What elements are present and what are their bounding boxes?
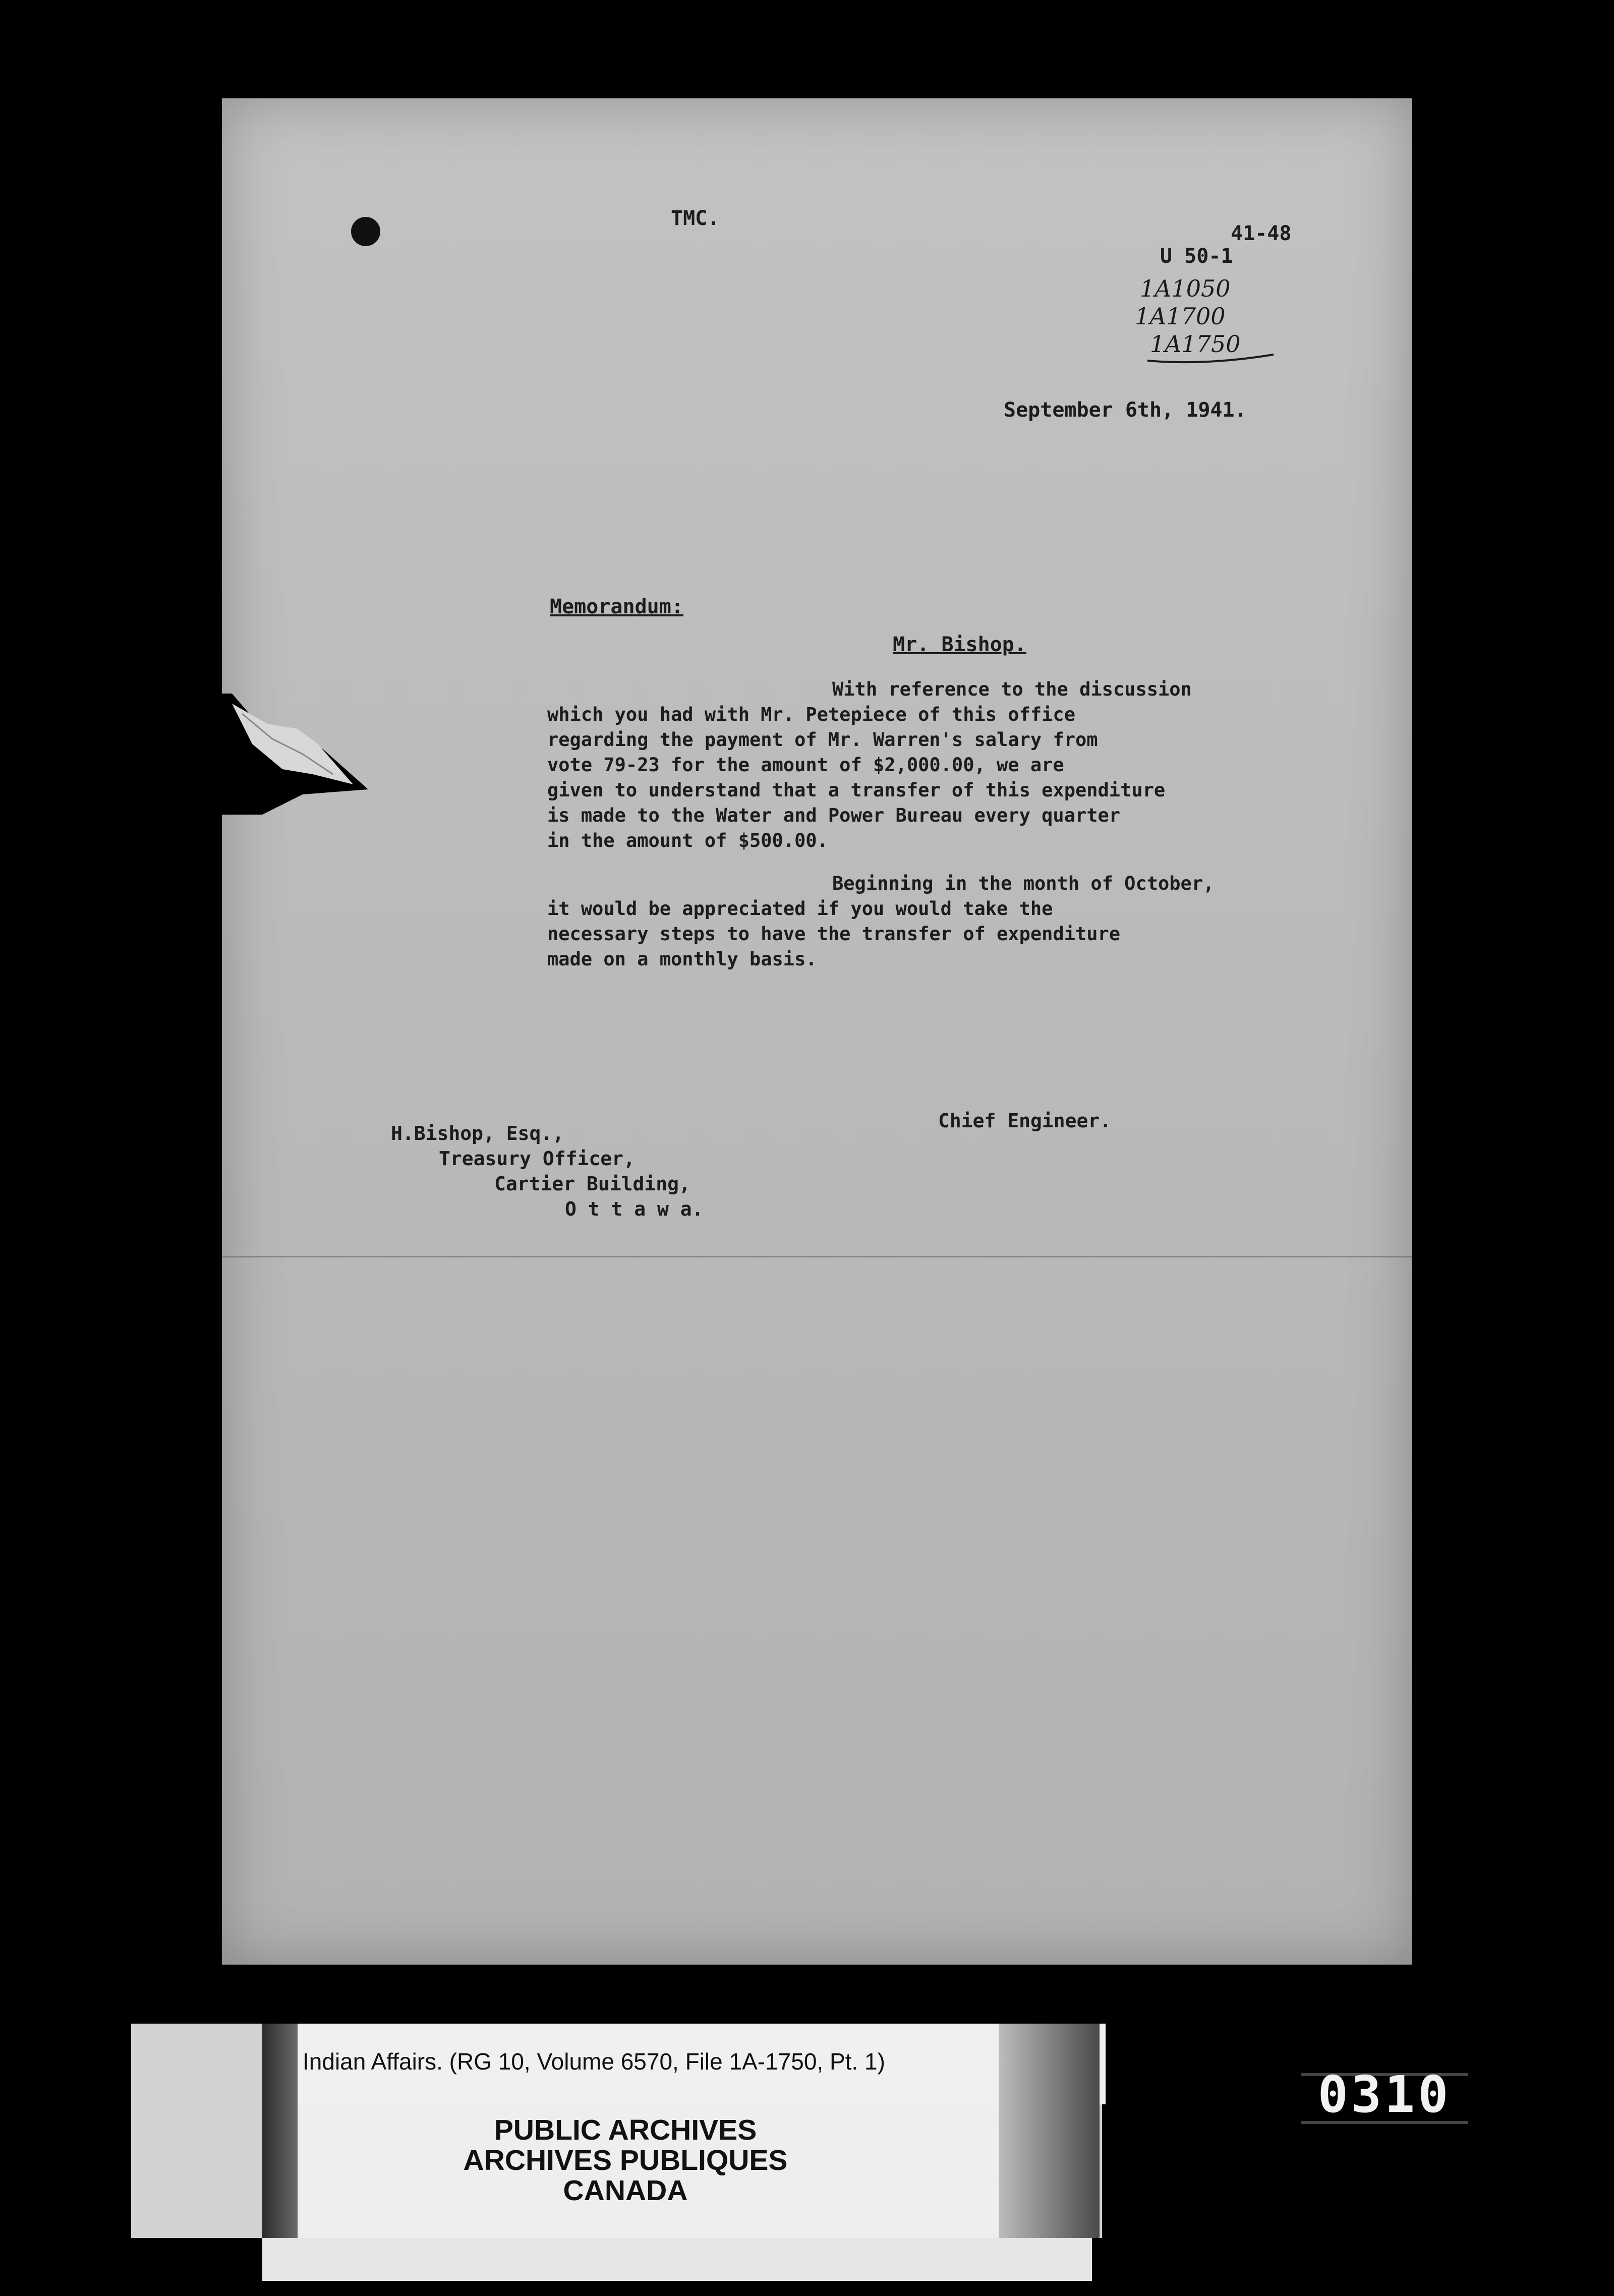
file-code: U 50-1 [1160, 245, 1233, 268]
paragraph2-line: made on a monthly basis. [547, 948, 817, 970]
address-line: Cartier Building, [494, 1173, 690, 1195]
document-page [222, 98, 1412, 1965]
paragraph1-line: given to understand that a transfer of this expenditure [547, 779, 1166, 801]
frame-number [1296, 2065, 1473, 2131]
paragraph1-line: in the amount of $500.00. [547, 830, 828, 851]
paragraph1-line: which you had with Mr. Petepiece of this office [547, 704, 1075, 725]
archive-file-reference: Indian Affairs. (RG 10, Volume 6570, File 1A-1750, Pt. 1) [303, 2048, 885, 2075]
punch-hole [351, 217, 380, 246]
handwritten-ref-1: 1A1050 [1140, 275, 1231, 302]
handwritten-underline [1145, 351, 1276, 366]
fold-line [222, 1256, 1412, 1257]
handwritten-ref-3: 1A1750 [1150, 330, 1241, 358]
initials: TMC. [671, 207, 720, 230]
torn-corner [222, 694, 373, 815]
label-shadow-right [999, 2024, 1100, 2238]
file-number: 41-48 [1231, 222, 1292, 245]
paragraph2-line: necessary steps to have the transfer of expenditure [547, 923, 1121, 945]
address-line: O t t a w a. [565, 1198, 704, 1220]
paragraph1-line: regarding the payment of Mr. Warren's salary from [547, 729, 1098, 751]
paragraph1-line: vote 79-23 for the amount of $2,000.00, we are [547, 754, 1064, 776]
handwritten-ref-2: 1A1700 [1135, 303, 1226, 330]
archive-name-en: PUBLIC ARCHIVES [494, 2114, 757, 2146]
archive-country: CANADA [563, 2174, 688, 2207]
signature-title: Chief Engineer. [938, 1110, 1112, 1132]
label-shadow-left [262, 2024, 298, 2238]
address-line: H.Bishop, Esq., [391, 1122, 564, 1144]
archive-name-fr: ARCHIVES PUBLIQUES [463, 2144, 788, 2176]
memo-addressee: Mr. Bishop. [893, 633, 1026, 656]
paragraph2-line: it would be appreciated if you would take the [547, 898, 1053, 920]
address-line: Treasury Officer, [439, 1147, 635, 1170]
paragraph1-line: With reference to the discussion [832, 678, 1192, 700]
paragraph1-line: is made to the Water and Power Bureau every quarter [547, 805, 1121, 826]
memo-date: September 6th, 1941. [1004, 398, 1247, 422]
archive-label-strip [262, 2238, 1092, 2281]
frame-number-text: 0310 [1317, 2065, 1452, 2124]
paragraph2-line: Beginning in the month of October, [832, 873, 1215, 894]
memo-heading: Memorandum: [550, 595, 683, 618]
